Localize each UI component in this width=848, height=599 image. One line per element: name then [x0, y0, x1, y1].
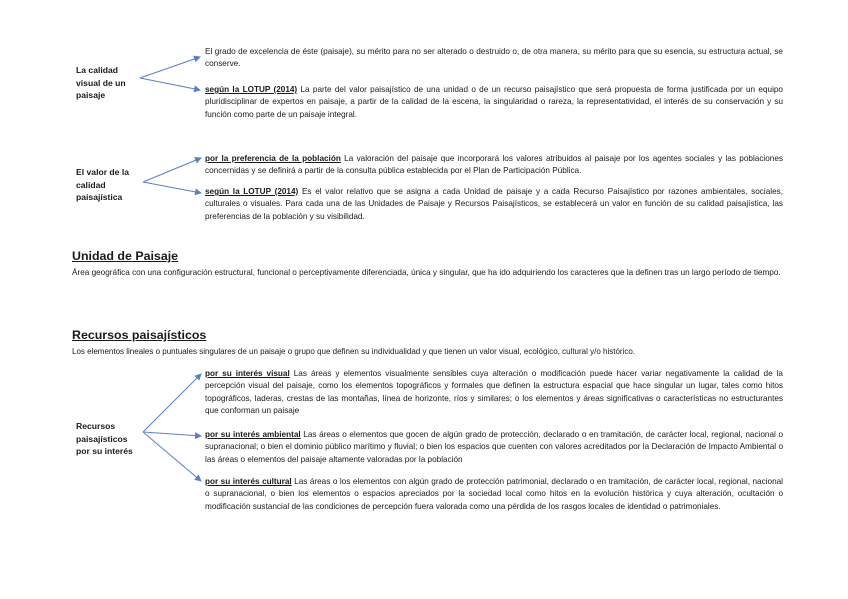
arrow-s3-item1 — [143, 374, 201, 432]
interes-cultural-text: Las áreas o los elementos con algún grado de protección patrimonial, declarado o en tramitación, de carácter local, regional, nacional o supranacional, o bien los elementos o espacios apreciados por la sociedad local como hitos en la evolución histórica y cuya alteración, ocultación o modificación sustancial de las condiciones de percepción fuera valorada como una pérdida de los rasgos locales de identidad o patrimoniales. — [205, 477, 783, 511]
arrow-s1-item2 — [140, 78, 200, 90]
interes-visual-text: Las áreas y elementos visualmente sensibles cuya alteración o modificación puede hacer variar negativamente la calidad de la percepción visual del paisaje, como los elementos topográficos y formales que definen la estructura espacial que hace singular un lugar, tales como hitos topográficos, laderas, crestas de las montañas, línea de horizonte, ríos y similares; o los elementos y áreas significativas o características no estructurantes que conforman un paisaje — [205, 369, 783, 416]
valor-calidad-label: El valor de la calidad paisajística — [76, 167, 130, 202]
calidad-visual-lotup-prefix: según la LOTUP (2014) — [205, 85, 298, 94]
calidad-visual-lotup-text: La parte del valor paisajístico de una unidad o de un recurso paisajístico que será propuesta de forma justificada por un equipo pluridisciplinar de expertos en paisaje, a partir de la calidad de la escena, la singularidad o rareza, la representatividad, el interés de su conservación y su función como parte de un paisaje integral. — [205, 85, 783, 119]
arrow-s1-item1 — [140, 57, 200, 78]
calidad-visual-definition-text: El grado de excelencia de éste (paisaje), su mérito para no ser alterado o destruido o, de otra manera, su mérito para que su esencia, su estructura actual, se conserve. — [205, 47, 783, 69]
arrow-s2-item2 — [143, 182, 201, 193]
valor-lotup — [205, 186, 783, 223]
recursos-paisajisticos-heading: Recursos paisajísticos — [72, 328, 207, 342]
interes-visual-prefix: por su interés visual — [205, 369, 290, 378]
calidad-visual-label: La calidad visual de un paisaje — [76, 65, 126, 100]
arrow-s3-item2 — [143, 432, 201, 436]
arrow-s2-item1 — [143, 158, 201, 182]
calidad-visual-lotup — [205, 84, 783, 121]
valor-preferencia-text: La valoración del paisaje que incorporará los valores atribuidos al paisaje por los agentes sociales y las poblaciones concernidas y se definirá a partir de la consulta pública establecida por el Plan de Participación Pública. — [205, 154, 783, 176]
unidad-paisaje-heading: Unidad de Paisaje — [72, 249, 179, 263]
interes-ambiental-text: Las áreas o elementos que gocen de algún grado de protección, declarado o en tramitación, de carácter local, regional, nacional o supranacional; o bien el dominio público marítimo y fluvial; o bien los espacios que cuenten con valores acreditados por la Declaración de Impacto Ambiental o las áreas o elementos del paisaje altamente valoradas por la población — [205, 430, 784, 464]
unidad-paisaje-text: Área geográfica con una configuración estructural, funcional o perceptivamente diferenciada, única y singular, que ha ido adquiriendo los caracteres que la definen tras un largo período de tiempo. — [72, 268, 781, 277]
valor-lotup-text: Es el valor relativo que se asigna a cada Unidad de paisaje y a cada Recurso Paisajístico por razones ambientales, sociales, culturales o visuales. Para cada una de las Unidades de Paisaje y Recursos Paisajísticos, se establecerá un valor en función de su calidad paisajística, las preferencias de la población y su visibilidad. — [205, 187, 783, 221]
valor-preferencia-prefix: por la preferencia de la población — [205, 154, 341, 163]
interes-visual — [205, 368, 783, 418]
interes-ambiental — [205, 429, 783, 466]
valor-lotup-prefix: según la LOTUP (2014) — [205, 187, 299, 196]
calidad-visual-definition — [205, 46, 783, 71]
interes-cultural — [205, 476, 783, 513]
recursos-interes-label: Recursos paisajísticos por su interés — [76, 421, 133, 456]
interes-cultural-prefix: por su interés cultural — [205, 477, 292, 486]
valor-preferencia — [205, 153, 783, 178]
arrow-s3-item3 — [143, 432, 201, 481]
interes-ambiental-prefix: por su interés ambiental — [205, 430, 301, 439]
recursos-paisajisticos-text: Los elementos lineales o puntuales singulares de un paisaje o grupo que definen su individualidad y que tienen un valor visual, ecológico, cultural y/o histórico. — [72, 347, 636, 356]
